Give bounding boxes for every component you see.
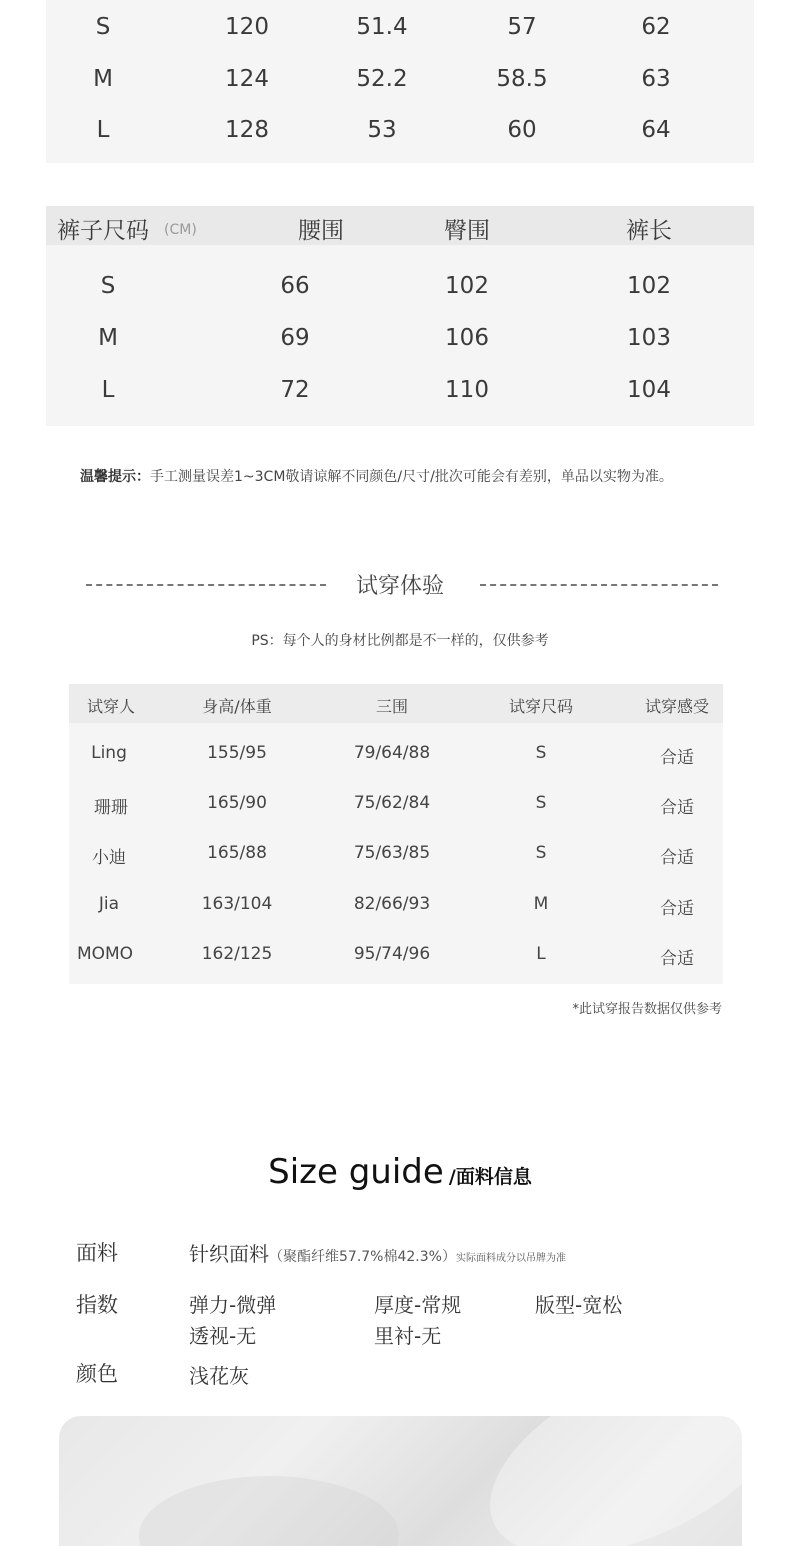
index-elasticity: 弹力-微弹 <box>189 1293 277 1317</box>
size-cell: M <box>93 66 113 92</box>
table-cell: 69 <box>280 325 310 351</box>
table-cell: 75/62/84 <box>353 793 431 813</box>
size-guide-title-en: Size guide <box>268 1152 444 1192</box>
index-label: 指数 <box>76 1293 118 1317</box>
table-cell: S <box>535 793 547 813</box>
table-cell: 79/64/88 <box>353 743 431 763</box>
table-cell: M <box>533 894 549 914</box>
tip-text: 手工测量误差1~3CM敬请谅解不同颜色/尺寸/批次可能会有差别，单品以实物为准。 <box>150 469 673 485</box>
size-cell: S <box>95 14 111 40</box>
fabric-composition: （聚酯纤维57.7%棉42.3%） <box>269 1249 456 1265</box>
table-cell: 53 <box>367 117 397 143</box>
table-cell: 合适 <box>660 798 694 818</box>
table-cell: 163/104 <box>201 894 273 914</box>
wearer-cell: 小迪 <box>92 848 126 868</box>
table-cell: 128 <box>225 117 269 143</box>
pants-table-body <box>46 245 754 426</box>
table-cell: 102 <box>445 273 489 299</box>
table-row <box>46 319 754 359</box>
table-cell: 72 <box>280 377 310 403</box>
table-cell: 120 <box>225 14 269 40</box>
tryon-section-title: 试穿体验 <box>355 574 444 599</box>
table-cell: 58.5 <box>496 66 548 92</box>
header-measurements: 三围 <box>375 697 409 716</box>
table-row <box>46 109 754 149</box>
wearer-cell: MOMO <box>76 944 134 964</box>
table-cell: 66 <box>280 273 310 299</box>
table-cell: 52.2 <box>356 66 408 92</box>
header-hip: 臀围 <box>444 218 490 244</box>
header-length: 裤长 <box>626 218 672 244</box>
size-cell: L <box>96 117 110 143</box>
table-cell: 162/125 <box>201 944 273 964</box>
tryon-disclaimer: *此试穿报告数据仅供参考 <box>572 1002 722 1017</box>
header-tried-size: 试穿尺码 <box>508 697 574 716</box>
size-cell: M <box>98 325 118 351</box>
fabric-closeup-image <box>59 1416 742 1546</box>
table-row <box>46 267 754 307</box>
pants-table-header <box>46 206 754 245</box>
fabric-value: 针织面料 <box>189 1242 269 1266</box>
header-height-weight: 身高/体重 <box>202 697 272 716</box>
table-cell: 104 <box>627 377 671 403</box>
size-cell: L <box>101 377 115 403</box>
color-label: 颜色 <box>76 1362 118 1386</box>
index-fit: 版型-宽松 <box>535 1293 623 1317</box>
table-cell: 64 <box>641 117 671 143</box>
table-cell: 124 <box>225 66 269 92</box>
fabric-fold-shadow <box>139 1476 399 1546</box>
header-waist: 腰围 <box>298 218 344 244</box>
table-cell: 75/63/85 <box>353 843 431 863</box>
table-row <box>69 843 723 873</box>
table-cell: S <box>535 843 547 863</box>
table-cell: L <box>536 944 546 964</box>
table-cell: 95/74/96 <box>353 944 431 964</box>
table-cell: 110 <box>445 377 489 403</box>
table-cell: 63 <box>641 66 671 92</box>
size-guide-title-cn: /面料信息 <box>448 1166 532 1188</box>
wearer-cell: Jia <box>98 894 120 914</box>
table-cell: 155/95 <box>207 743 267 763</box>
header-feeling: 试穿感受 <box>644 697 710 716</box>
index-transparency: 透视-无 <box>189 1324 257 1348</box>
size-cell: S <box>100 273 116 299</box>
fabric-fold-highlight <box>460 1416 742 1546</box>
table-cell: 合适 <box>660 848 694 868</box>
header-wearer: 试穿人 <box>86 697 136 716</box>
table-cell: 106 <box>445 325 489 351</box>
table-cell: 合适 <box>660 748 694 768</box>
table-row <box>46 371 754 411</box>
size-guide-title <box>0 1152 800 1192</box>
table-cell: 51.4 <box>356 14 408 40</box>
table-cell: 165/90 <box>207 793 267 813</box>
table-row <box>46 58 754 98</box>
divider-right <box>480 584 718 586</box>
table-cell: 165/88 <box>207 843 267 863</box>
fabric-value-line <box>189 1238 566 1267</box>
tryon-ps-note: PS：每个人的身材比例都是不一样的，仅供参考 <box>251 633 549 649</box>
color-value: 浅花灰 <box>189 1364 249 1388</box>
pants-table-title: 裤子尺码 <box>57 218 149 244</box>
measurement-tip <box>80 466 673 486</box>
fabric-note: 实际面料成分以吊牌为准 <box>455 1253 566 1264</box>
table-cell: 57 <box>507 14 537 40</box>
table-cell: 合适 <box>660 899 694 919</box>
table-cell: S <box>535 743 547 763</box>
wearer-cell: 珊珊 <box>94 798 128 818</box>
table-cell: 62 <box>641 14 671 40</box>
table-cell: 82/66/93 <box>353 894 431 914</box>
table-row <box>69 743 723 773</box>
pants-table-unit: (CM) <box>164 222 197 238</box>
upper-size-table <box>46 0 754 163</box>
table-row <box>69 944 723 974</box>
fabric-label: 面料 <box>76 1241 118 1265</box>
wearer-cell: Ling <box>91 743 127 763</box>
table-cell: 103 <box>627 325 671 351</box>
table-cell: 60 <box>507 117 537 143</box>
tryon-table-header <box>69 684 723 723</box>
table-cell: 合适 <box>660 949 694 969</box>
table-cell: 102 <box>627 273 671 299</box>
table-row <box>69 894 723 924</box>
table-row <box>46 6 754 46</box>
table-row <box>69 793 723 823</box>
index-thickness: 厚度-常规 <box>374 1293 462 1317</box>
tip-label: 温馨提示： <box>80 469 150 485</box>
tryon-table-body <box>69 723 723 984</box>
index-lining: 里衬-无 <box>374 1324 442 1348</box>
